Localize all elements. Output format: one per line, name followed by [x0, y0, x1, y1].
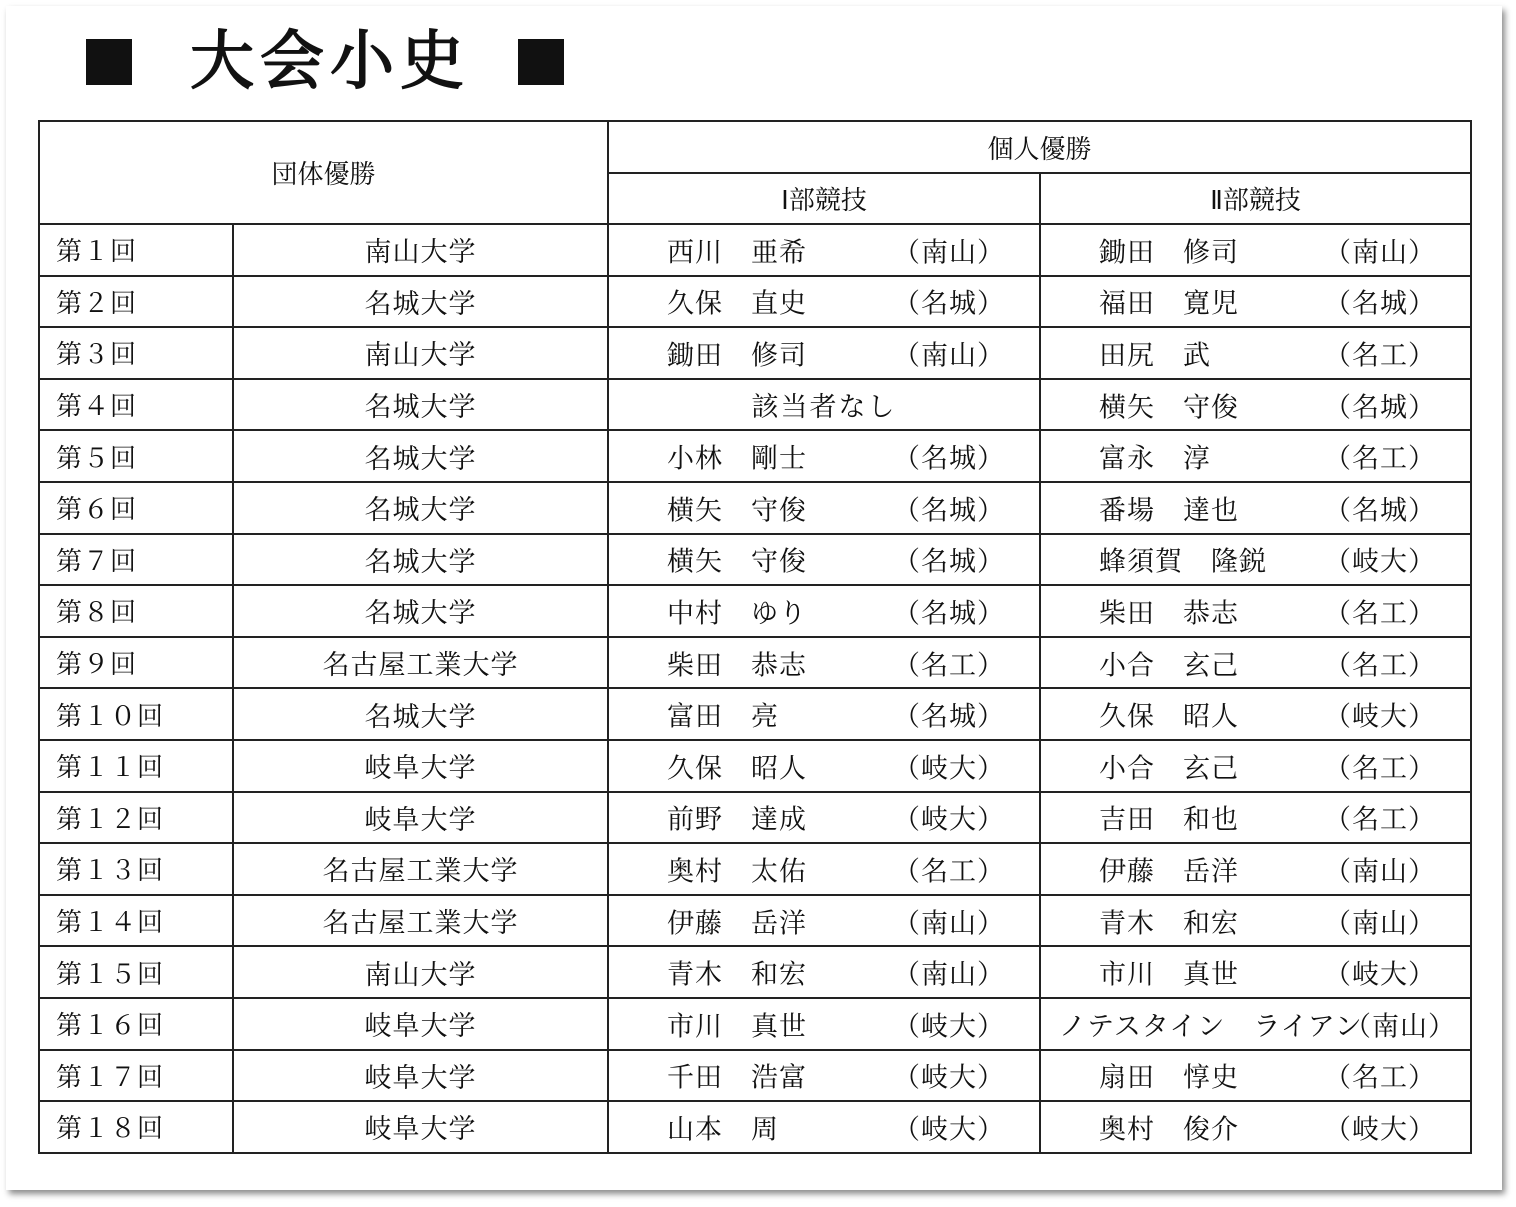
- round-cell: 第１６回: [39, 998, 233, 1050]
- champion-name: ノテスタイン ライアン: [1059, 1011, 1363, 1043]
- champion-name: 前野 達成: [667, 804, 808, 836]
- division1-champion-cell: [608, 327, 1040, 379]
- champion-name: 田尻 武: [1099, 340, 1212, 372]
- table-row: [39, 482, 1471, 534]
- champion-name: 福田 寛児: [1099, 288, 1240, 320]
- team-champion-cell: 名城大学: [233, 688, 608, 740]
- round-cell: 第５回: [39, 430, 233, 482]
- division2-champion-cell: [1040, 585, 1471, 637]
- header-division-2: Ⅱ部競技: [1040, 173, 1471, 224]
- table-row: [39, 585, 1471, 637]
- champion-name: 小林 剛士: [667, 443, 808, 475]
- division2-champion-cell: [1040, 843, 1471, 895]
- table-row: [39, 224, 1471, 276]
- division2-champion-cell: [1040, 895, 1471, 947]
- table-row: [39, 379, 1471, 431]
- round-cell: 第１５回: [39, 946, 233, 998]
- table-row: [39, 895, 1471, 947]
- champion-name: 番場 達也: [1099, 495, 1240, 527]
- champion-name: 奥村 太佑: [667, 856, 808, 888]
- round-cell: 第９回: [39, 637, 233, 689]
- team-champion-cell: 名城大学: [233, 379, 608, 431]
- champion-name: 横矢 守俊: [667, 546, 808, 578]
- division1-champion-cell: [608, 740, 1040, 792]
- division2-champion-cell: [1040, 998, 1471, 1050]
- division1-champion-cell: [608, 688, 1040, 740]
- tournament-history-table: [38, 120, 1472, 1154]
- champion-school: （岐大）: [1324, 701, 1437, 733]
- team-champion-cell: 南山大学: [233, 224, 608, 276]
- team-champion-cell: 岐阜大学: [233, 1050, 608, 1102]
- division2-champion-cell: [1040, 740, 1471, 792]
- champion-name: 中村 ゆり: [667, 598, 808, 630]
- team-champion-cell: 南山大学: [233, 946, 608, 998]
- round-cell: 第１３回: [39, 843, 233, 895]
- team-champion-cell: 名城大学: [233, 276, 608, 328]
- division2-champion-cell: [1040, 224, 1471, 276]
- table-row: [39, 946, 1471, 998]
- division1-champion-cell: [608, 482, 1040, 534]
- champion-school: （名工）: [1324, 340, 1437, 372]
- round-cell: 第１４回: [39, 895, 233, 947]
- champion-school: （名城）: [1324, 495, 1437, 527]
- page-title: [86, 22, 564, 102]
- champion-name: 千田 浩富: [667, 1062, 808, 1094]
- champion-name: 横矢 守俊: [1099, 392, 1240, 424]
- division1-champion-cell: [608, 792, 1040, 844]
- champion-name: 久保 昭人: [1099, 701, 1240, 733]
- table-row: [39, 998, 1471, 1050]
- champion-name: 山本 周: [667, 1114, 780, 1146]
- champion-name: 青木 和宏: [1099, 908, 1240, 940]
- round-cell: 第２回: [39, 276, 233, 328]
- champion-school: （名城）: [893, 288, 1006, 320]
- champion-name: 扇田 惇史: [1099, 1062, 1240, 1094]
- division1-champion-cell: [608, 1050, 1040, 1102]
- champion-name: 奥村 俊介: [1099, 1114, 1240, 1146]
- division1-champion-cell: [608, 637, 1040, 689]
- division1-champion-cell: [608, 895, 1040, 947]
- division2-champion-cell: [1040, 792, 1471, 844]
- champion-school: （名工）: [1324, 650, 1437, 682]
- division2-champion-cell: [1040, 276, 1471, 328]
- champion-school: （南山）: [893, 959, 1006, 991]
- champion-school: （名城）: [893, 546, 1006, 578]
- champion-school: （名城）: [1324, 392, 1437, 424]
- champion-school: （名城）: [1324, 288, 1437, 320]
- champion-school: （名工）: [893, 856, 1006, 888]
- team-champion-cell: 名城大学: [233, 534, 608, 586]
- table-row: [39, 792, 1471, 844]
- champion-name: 青木 和宏: [667, 959, 808, 991]
- champion-name: 久保 昭人: [667, 753, 808, 785]
- champion-school: （名城）: [893, 495, 1006, 527]
- round-cell: 第１８回: [39, 1101, 233, 1153]
- champion-name: 小合 玄己: [1099, 650, 1240, 682]
- table-row: [39, 430, 1471, 482]
- division1-champion-cell: [608, 946, 1040, 998]
- team-champion-cell: 岐阜大学: [233, 1101, 608, 1153]
- division1-champion-cell: [608, 585, 1040, 637]
- division1-champion-cell: [608, 430, 1040, 482]
- title-text: 大会小史: [190, 25, 470, 99]
- division2-champion-cell: [1040, 482, 1471, 534]
- champion-name: 鋤田 修司: [1099, 237, 1240, 269]
- division1-champion-cell: [608, 534, 1040, 586]
- champion-school: （名城）: [893, 701, 1006, 733]
- division2-champion-cell: [1040, 637, 1471, 689]
- champion-name: 市川 真世: [667, 1011, 808, 1043]
- champion-school: （岐大）: [893, 804, 1006, 836]
- team-champion-cell: 岐阜大学: [233, 998, 608, 1050]
- header-individual-champion: 個人優勝: [608, 121, 1471, 173]
- round-cell: 第３回: [39, 327, 233, 379]
- champion-name: 柴田 恭志: [1099, 598, 1240, 630]
- team-champion-cell: 名古屋工業大学: [233, 843, 608, 895]
- table-row: [39, 327, 1471, 379]
- champion-school: （岐大）: [1324, 1114, 1437, 1146]
- round-cell: 第４回: [39, 379, 233, 431]
- champion-name: 横矢 守俊: [667, 495, 808, 527]
- team-champion-cell: 岐阜大学: [233, 740, 608, 792]
- round-cell: 第８回: [39, 585, 233, 637]
- table-row: [39, 1101, 1471, 1153]
- round-cell: 第１１回: [39, 740, 233, 792]
- champion-school: （名工）: [1324, 804, 1437, 836]
- team-champion-cell: 名古屋工業大学: [233, 637, 608, 689]
- table-row: [39, 688, 1471, 740]
- champion-name: 鋤田 修司: [667, 340, 808, 372]
- table-row: [39, 843, 1471, 895]
- team-champion-cell: 南山大学: [233, 327, 608, 379]
- division2-champion-cell: [1040, 688, 1471, 740]
- table-row: [39, 276, 1471, 328]
- champion-school: （南山）: [1324, 237, 1437, 269]
- champion-school: （岐大）: [1324, 959, 1437, 991]
- header-division-1: Ⅰ部競技: [608, 173, 1040, 224]
- team-champion-cell: 名城大学: [233, 482, 608, 534]
- header-team-champion: 団体優勝: [39, 121, 608, 224]
- table-row: [39, 740, 1471, 792]
- division1-none-cell: 該当者なし: [608, 379, 1040, 431]
- division2-champion-cell: [1040, 327, 1471, 379]
- round-cell: 第１２回: [39, 792, 233, 844]
- team-champion-cell: 岐阜大学: [233, 792, 608, 844]
- round-cell: 第７回: [39, 534, 233, 586]
- champion-name: 西川 亜希: [667, 237, 808, 269]
- champion-school: （岐大）: [893, 1062, 1006, 1094]
- black-square-icon: [86, 39, 132, 85]
- table-row: [39, 637, 1471, 689]
- champion-school: （南山）: [1324, 908, 1437, 940]
- division2-champion-cell: [1040, 379, 1471, 431]
- division2-champion-cell: [1040, 430, 1471, 482]
- division1-champion-cell: [608, 276, 1040, 328]
- champion-school: （名工）: [893, 650, 1006, 682]
- champion-name: 柴田 恭志: [667, 650, 808, 682]
- division1-champion-cell: [608, 1101, 1040, 1153]
- round-cell: 第１回: [39, 224, 233, 276]
- team-champion-cell: 名城大学: [233, 430, 608, 482]
- team-champion-cell: 名城大学: [233, 585, 608, 637]
- champion-school: （南山）: [1344, 1011, 1457, 1043]
- division2-champion-cell: [1040, 946, 1471, 998]
- champion-school: （南山）: [1324, 856, 1437, 888]
- champion-school: （岐大）: [893, 753, 1006, 785]
- champion-name: 蜂須賀 隆鋭: [1099, 546, 1268, 578]
- division2-champion-cell: [1040, 534, 1471, 586]
- division2-champion-cell: [1040, 1101, 1471, 1153]
- champion-school: （名工）: [1324, 598, 1437, 630]
- table-body: [39, 224, 1471, 1153]
- champion-name: 小合 玄己: [1099, 753, 1240, 785]
- table-row: [39, 1050, 1471, 1102]
- champion-school: （南山）: [893, 340, 1006, 372]
- champion-school: （南山）: [893, 237, 1006, 269]
- champion-school: （岐大）: [893, 1011, 1006, 1043]
- division1-champion-cell: [608, 224, 1040, 276]
- champion-school: （名工）: [1324, 753, 1437, 785]
- round-cell: 第６回: [39, 482, 233, 534]
- division1-champion-cell: [608, 843, 1040, 895]
- champion-school: （名城）: [893, 443, 1006, 475]
- champion-school: （岐大）: [1324, 546, 1437, 578]
- round-cell: 第１０回: [39, 688, 233, 740]
- table-row: [39, 534, 1471, 586]
- champion-name: 伊藤 岳洋: [667, 908, 808, 940]
- champion-name: 富田 亮: [667, 701, 780, 733]
- champion-name: 久保 直史: [667, 288, 808, 320]
- champion-school: （名城）: [893, 598, 1006, 630]
- champion-school: （岐大）: [893, 1114, 1006, 1146]
- team-champion-cell: 名古屋工業大学: [233, 895, 608, 947]
- champion-name: 富永 淳: [1099, 443, 1212, 475]
- champion-school: （名工）: [1324, 443, 1437, 475]
- champion-name: 伊藤 岳洋: [1099, 856, 1240, 888]
- champion-name: 吉田 和也: [1099, 804, 1240, 836]
- champion-school: （南山）: [893, 908, 1006, 940]
- black-square-icon: [518, 39, 564, 85]
- champion-school: （名工）: [1324, 1062, 1437, 1094]
- division2-champion-cell: [1040, 1050, 1471, 1102]
- round-cell: 第１７回: [39, 1050, 233, 1102]
- division1-champion-cell: [608, 998, 1040, 1050]
- champion-name: 市川 真世: [1099, 959, 1240, 991]
